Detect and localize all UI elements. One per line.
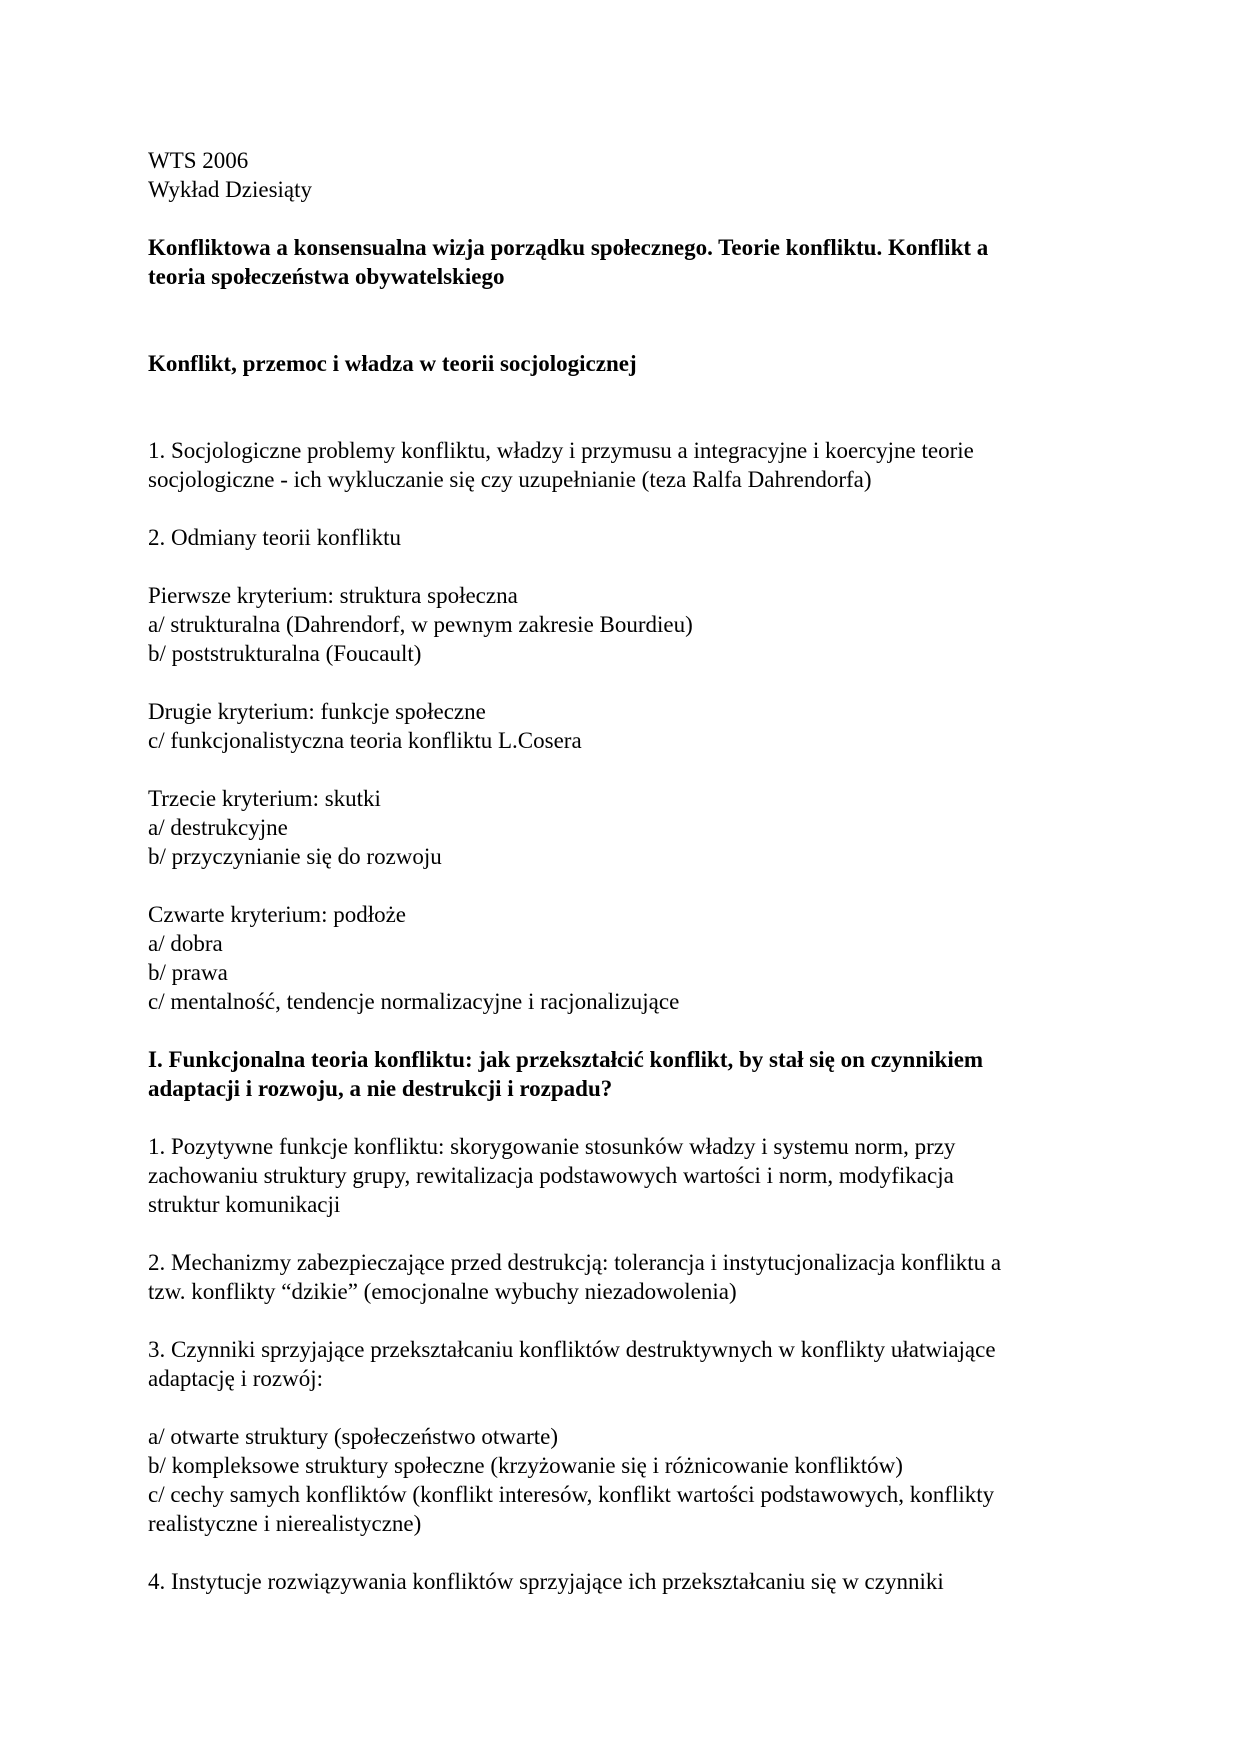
criterion-item: c/ funkcjonalistyczna teoria konfliktu L.Cosera: [148, 728, 582, 753]
list-item: realistyczne i nierealistyczne): [148, 1511, 422, 1536]
criterion-block: [148, 697, 1098, 755]
criterion-item: b/ prawa: [148, 960, 228, 985]
criterion-heading: Pierwsze kryterium: struktura społeczna: [148, 583, 518, 608]
criterion-heading: Czwarte kryterium: podłoże: [148, 902, 407, 927]
criterion-item: b/ poststrukturalna (Foucault): [148, 641, 422, 666]
document-title: [148, 233, 1098, 291]
paragraph-line: adaptację i rozwój:: [148, 1366, 323, 1391]
header-course-code: WTS 2006: [148, 148, 249, 173]
document-body: [148, 146, 1098, 1625]
paragraph-point-1: [148, 436, 1098, 494]
section-I-point-3-list: [148, 1422, 1098, 1538]
list-item: a/ otwarte struktury (społeczeństwo otwarte): [148, 1424, 559, 1449]
paragraph-line: struktur komunikacji: [148, 1192, 341, 1217]
title-line: teoria społeczeństwa obywatelskiego: [148, 264, 505, 289]
paragraph-line: socjologiczne - ich wykluczanie się czy uzupełnianie (teza Ralfa Dahrendorfa): [148, 467, 872, 492]
paragraph-line: 3. Czynniki sprzyjające przekształcaniu konfliktów destruktywnych w konflikty ułatwiające: [148, 1337, 996, 1362]
paragraph-point-2: [148, 523, 1098, 552]
section-heading-line: adaptacji i rozwoju, a nie destrukcji i rozpadu?: [148, 1076, 613, 1101]
paragraph-line: 1. Pozytywne funkcje konfliktu: skorygowanie stosunków władzy i systemu norm, przy: [148, 1134, 956, 1159]
criterion-heading: Drugie kryterium: funkcje społeczne: [148, 699, 486, 724]
criterion-item: a/ dobra: [148, 931, 223, 956]
paragraph-line: tzw. konflikty “dzikie” (emocjonalne wybuchy niezadowolenia): [148, 1279, 737, 1304]
section-I-heading: [148, 1045, 1098, 1103]
section-heading: [148, 349, 1098, 378]
list-item: b/ kompleksowe struktury społeczne (krzyżowanie się i różnicowanie konfliktów): [148, 1453, 903, 1478]
paragraph-line: 2. Odmiany teorii konfliktu: [148, 525, 401, 550]
header-lecture-number: Wykład Dziesiąty: [148, 177, 313, 202]
criterion-block: [148, 581, 1098, 668]
paragraph-line: 1. Socjologiczne problemy konfliktu, władzy i przymusu a integracyjne i koercyjne teorie: [148, 438, 974, 463]
section-I-point-3: [148, 1335, 1098, 1393]
criterion-item: c/ mentalność, tendencje normalizacyjne i racjonalizujące: [148, 989, 680, 1014]
title-line: Konfliktowa a konsensualna wizja porządku społecznego. Teorie konfliktu. Konflikt a: [148, 235, 989, 260]
paragraph-line: 4. Instytucje rozwiązywania konfliktów sprzyjające ich przekształcaniu się w czynniki: [148, 1569, 944, 1594]
list-item: c/ cechy samych konfliktów (konflikt interesów, konflikt wartości podstawowych, konflikty: [148, 1482, 995, 1507]
paragraph-line: 2. Mechanizmy zabezpieczające przed destrukcją: tolerancja i instytucjonalizacja konfliktu a: [148, 1250, 1002, 1275]
criterion-block: [148, 900, 1098, 1016]
section-I-point-2: [148, 1248, 1098, 1306]
criterion-block: [148, 784, 1098, 871]
paragraph-line: zachowaniu struktury grupy, rewitalizacja podstawowych wartości i norm, modyfikacja: [148, 1163, 954, 1188]
section-I-point-4: [148, 1567, 1098, 1596]
criterion-item: a/ strukturalna (Dahrendorf, w pewnym zakresie Bourdieu): [148, 612, 693, 637]
document-header: [148, 146, 1098, 204]
section-I-point-1: [148, 1132, 1098, 1219]
criterion-heading: Trzecie kryterium: skutki: [148, 786, 381, 811]
section-heading-line: I. Funkcjonalna teoria konfliktu: jak przekształcić konflikt, by stał się on czynnikiem: [148, 1047, 984, 1072]
criterion-item: a/ destrukcyjne: [148, 815, 288, 840]
section-heading-text: Konflikt, przemoc i władza w teorii socjologicznej: [148, 351, 637, 376]
criterion-item: b/ przyczynianie się do rozwoju: [148, 844, 442, 869]
